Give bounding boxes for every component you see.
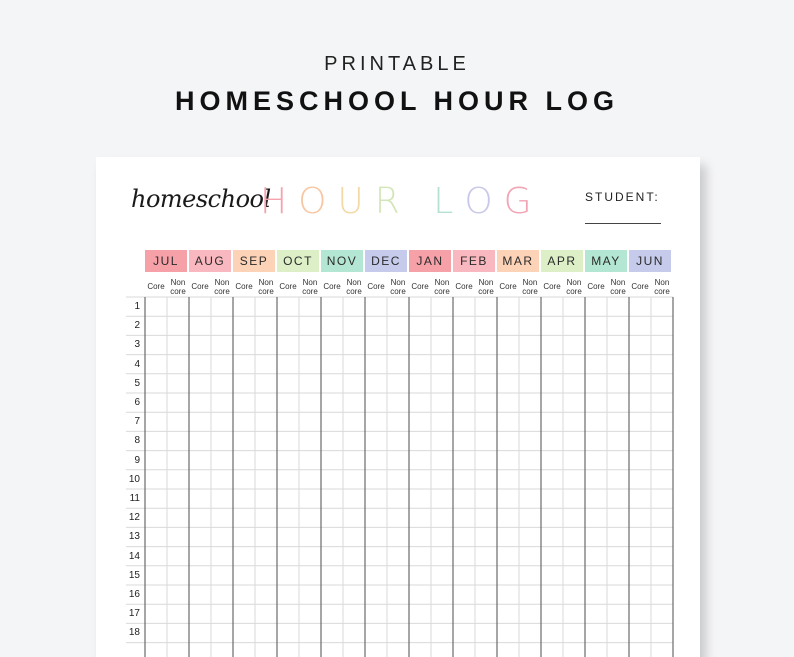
month-header-jul: JUL [145, 250, 187, 272]
student-label: STUDENT: [585, 190, 660, 204]
non-core-label-line2: core [346, 287, 362, 296]
row-number: 12 [128, 512, 140, 524]
non-core-label-line1: Non [566, 278, 582, 287]
non-core-label-line1: Non [214, 278, 230, 287]
non-core-label-line1: Non [346, 278, 362, 287]
core-label: Core [499, 282, 517, 291]
core-label: Core [543, 282, 561, 291]
month-header-may: MAY [585, 250, 627, 272]
title-letter: O [464, 181, 504, 222]
hour-log-sheet [96, 157, 700, 657]
row-number: 7 [134, 416, 140, 428]
non-core-label-line1: Non [170, 278, 186, 287]
row-number: 4 [134, 358, 140, 370]
non-core-label-line1: Non [258, 278, 274, 287]
core-label: Core [411, 282, 429, 291]
month-header-dec: DEC [365, 250, 407, 272]
month-header-aug: AUG [189, 250, 231, 272]
non-core-label-line2: core [654, 287, 670, 296]
non-core-label-line2: core [170, 287, 186, 296]
non-core-label-line2: core [478, 287, 494, 296]
month-header-jan: JAN [409, 250, 451, 272]
non-core-label-line2: core [214, 287, 230, 296]
row-number: 13 [128, 531, 140, 543]
non-core-label-line1: Non [478, 278, 494, 287]
core-label: Core [147, 282, 165, 291]
row-number: 10 [128, 473, 140, 485]
title-letter: G [503, 181, 543, 222]
non-core-label-line2: core [390, 287, 406, 296]
month-header-apr: APR [541, 250, 583, 272]
non-core-label-line2: core [610, 287, 626, 296]
script-title: homeschool [131, 185, 271, 213]
non-core-label-line1: Non [610, 278, 626, 287]
title-letter: R [374, 181, 411, 222]
non-core-label-line1: Non [654, 278, 670, 287]
non-core-label-line2: core [566, 287, 582, 296]
row-number: 3 [134, 339, 140, 351]
core-label: Core [191, 282, 209, 291]
title-letter: L [433, 181, 465, 222]
row-number: 11 [129, 493, 140, 504]
non-core-label-line1: Non [390, 278, 406, 287]
row-number: 15 [128, 569, 140, 581]
month-header-oct: OCT [277, 250, 319, 272]
non-core-label-line1: Non [302, 278, 318, 287]
month-header-nov: NOV [321, 250, 363, 272]
page-headline: HOMESCHOOL HOUR LOG [174, 86, 619, 116]
row-number: 2 [134, 320, 140, 332]
row-number: 9 [134, 454, 140, 466]
core-label: Core [587, 282, 605, 291]
core-label: Core [455, 282, 473, 291]
month-header-sep: SEP [233, 250, 275, 272]
core-label: Core [323, 282, 341, 291]
title-letter: O [298, 181, 338, 222]
month-header-jun: JUN [629, 250, 671, 272]
core-label: Core [235, 282, 253, 291]
row-number: 16 [128, 589, 140, 600]
core-label: Core [367, 282, 385, 291]
non-core-label-line2: core [302, 287, 318, 296]
month-header-mar: MAR [497, 250, 539, 272]
non-core-label-line2: core [522, 287, 538, 296]
core-label: Core [279, 282, 297, 291]
row-number: 14 [128, 550, 140, 562]
row-number: 1 [134, 301, 140, 312]
non-core-label-line1: Non [522, 278, 538, 287]
row-number: 18 [128, 627, 140, 639]
title-letter: U [337, 181, 375, 222]
row-number: 8 [134, 435, 140, 447]
non-core-label-line2: core [258, 287, 274, 296]
core-label: Core [631, 282, 649, 291]
non-core-label-line1: Non [434, 278, 450, 287]
row-number: 6 [134, 397, 140, 408]
hour-grid[interactable] [96, 157, 700, 657]
title-letter: H [260, 181, 299, 222]
non-core-label-line2: core [434, 287, 450, 296]
row-number: 17 [128, 608, 140, 620]
row-number: 5 [134, 377, 140, 389]
month-header-feb: FEB [453, 250, 495, 272]
page-kicker: PRINTABLE [324, 53, 470, 75]
